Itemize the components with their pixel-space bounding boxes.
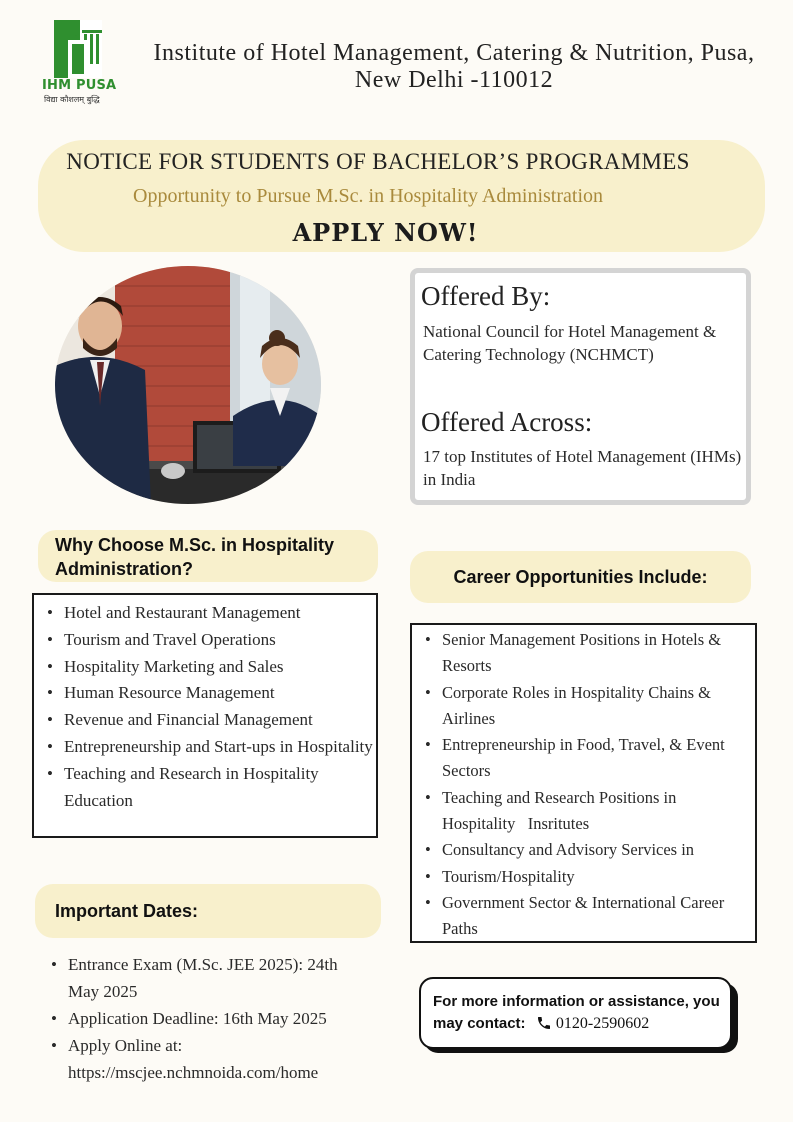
list-item: • Hospitality Marketing and Sales bbox=[34, 654, 374, 681]
why-choose-list bbox=[34, 600, 374, 814]
list-item: • Consultancy and Advisory Services in bbox=[412, 837, 747, 863]
hotel-reception-photo bbox=[55, 266, 321, 504]
institute-logo bbox=[42, 18, 118, 108]
list-item: • Human Resource Management bbox=[34, 680, 374, 707]
reception-illustration bbox=[55, 266, 321, 504]
apply-now-heading: APPLY NOW! bbox=[292, 218, 479, 247]
list-item: • Tourism and Travel Operations bbox=[34, 627, 374, 654]
list-item: • Entrepreneurship and Start-ups in Hospitality bbox=[34, 734, 374, 761]
list-item: • Revenue and Financial Management bbox=[34, 707, 374, 734]
offered-across-heading: Offered Across: bbox=[421, 407, 593, 437]
contact-text-block bbox=[433, 991, 723, 1038]
career-list bbox=[412, 627, 747, 943]
important-dates-heading: Important Dates: bbox=[35, 884, 381, 938]
list-item: • Corporate Roles in Hospitality Chains & Airlines bbox=[412, 680, 747, 733]
phone-icon bbox=[536, 1015, 552, 1038]
contact-phone-link[interactable]: 0120-2590602 bbox=[555, 1015, 650, 1032]
career-opportunities-heading: Career Opportunities Include: bbox=[410, 551, 751, 603]
contact-text: For more information or assistance, you may contact: bbox=[433, 993, 720, 1032]
list-item: • Hotel and Restaurant Management bbox=[34, 600, 374, 627]
list-item: • Senior Management Positions in Hotels & Resorts bbox=[412, 627, 747, 680]
list-item: • Teaching and Research Positions in Hospitality Insritutes bbox=[412, 785, 747, 838]
contact-card bbox=[419, 977, 732, 1049]
institute-line-2: New Delhi -110012 bbox=[354, 67, 554, 93]
offered-by-text: National Council for Hotel Management & Catering Technology (NCHMCT) bbox=[423, 322, 717, 364]
list-item: • Apply Online at: https://mscjee.nchmnoida.com/home bbox=[38, 1032, 368, 1086]
important-dates-list bbox=[38, 951, 368, 1086]
why-choose-list-box bbox=[32, 593, 378, 838]
logo-tagline: विद्या कौशलम् बुद्धि bbox=[44, 95, 100, 104]
notice-subtitle: Opportunity to Pursue M.Sc. in Hospitality Administration bbox=[133, 185, 603, 207]
ihm-logo-icon bbox=[54, 20, 102, 78]
list-item: • Government Sector & International Career Paths bbox=[412, 890, 747, 943]
offered-across-text: 17 top Institutes of Hotel Management (IHMs) in India bbox=[423, 447, 742, 489]
career-list-box bbox=[410, 623, 757, 943]
institute-title bbox=[124, 40, 784, 94]
list-item: • Teaching and Research in Hospitality Education bbox=[34, 761, 374, 815]
list-item: • Tourism/Hospitality bbox=[412, 864, 747, 890]
list-item: • Application Deadline: 16th May 2025 bbox=[38, 1005, 368, 1032]
logo-name: IHM PUSA bbox=[42, 78, 117, 93]
list-item: • Entrance Exam (M.Sc. JEE 2025): 24th May 2025 bbox=[38, 951, 368, 1005]
offered-by-heading: Offered By: bbox=[421, 281, 551, 311]
list-item: • Entrepreneurship in Food, Travel, & Event Sectors bbox=[412, 732, 747, 785]
offered-info-box bbox=[410, 268, 751, 505]
institute-line-1: Institute of Hotel Management, Catering & Nutrition, Pusa, bbox=[153, 40, 755, 66]
why-choose-heading: Why Choose M.Sc. in Hospitality Administration? bbox=[38, 530, 378, 582]
notice-title: NOTICE FOR STUDENTS OF BACHELOR’S PROGRAMMES bbox=[66, 149, 690, 174]
